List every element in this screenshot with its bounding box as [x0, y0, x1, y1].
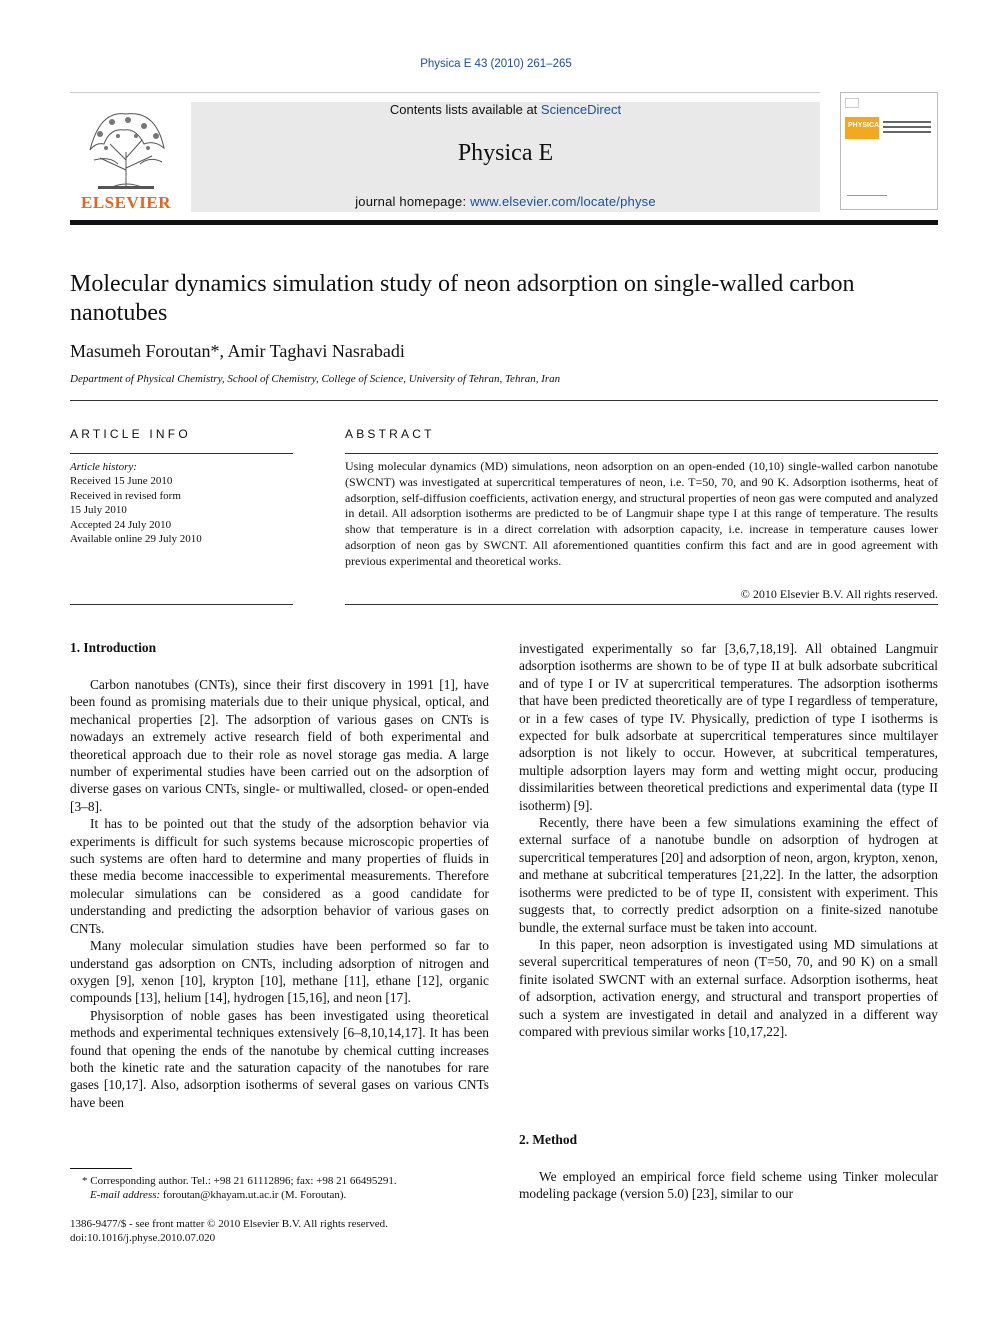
journal-cover-thumbnail[interactable] — [840, 92, 938, 210]
footnote — [70, 1174, 490, 1203]
header-thick-rule — [70, 220, 938, 225]
cover-footer — [847, 195, 887, 203]
history-title: Article history: — [70, 461, 137, 473]
history-item: Available online 29 July 2010 — [70, 533, 202, 546]
email-note — [70, 1188, 490, 1202]
right-column — [519, 640, 938, 1040]
history-item: Received 15 June 2010 — [70, 475, 173, 488]
corresponding-author-note: * Corresponding author. Tel.: +98 21 61112896; fax: +98 21 66495291. — [82, 1175, 397, 1187]
intro-paragraph-continued: investigated experimentally so far [3,6,7,18,19]. All obtained Langmuir adsorption isotherms are shown to be of type II at bulk adsorbate subcritical and of type I or IV at supercritical temperatures. The adsorption isotherms that have been predicted theoretically are of type I regardless of temperature, or in a few cases of type IV. Physically, prediction of type I isotherms is expected for bulk adsorbate at supercritical temperatures since multilayer adsorption is not likely to occur. However, at subcritical temperatures, multiple adsorption layers may form and wetting might occur, producing dissimilarities between theoretical predictions and experimental data (type II isotherm) [9]. — [519, 641, 938, 813]
footnote-rule — [70, 1168, 132, 1169]
left-column — [70, 676, 489, 1111]
method-heading: 2. Method — [519, 1132, 578, 1147]
history-item: Received in revised form — [70, 489, 181, 502]
homepage-prefix: journal homepage: — [355, 194, 471, 209]
abstract-copyright: © 2010 Elsevier B.V. All rights reserved. — [740, 587, 938, 601]
sciencedirect-link[interactable]: ScienceDirect — [540, 102, 622, 117]
email-label: E-mail address: — [90, 1189, 163, 1202]
journal-citation[interactable]: Physica E 43 (2010) 261–265 — [420, 58, 572, 70]
article-authors: Masumeh Foroutan*, Amir Taghavi Nasrabadi — [70, 341, 405, 361]
intro-paragraph: It has to be pointed out that the study of the adsorption behavior via experiments is difficult for such systems because microscopic properties of such systems are often hard to determine and many properties of fluids in these media become inaccessible to experimental measurements. Therefore molecular simulations can be considered as a good candidate for understanding and predicting the adsorption behavior of various gases on CNTs. — [70, 816, 489, 936]
contents-line — [191, 102, 820, 117]
intro-paragraph: Many molecular simulation studies have been performed so far to understand gas adsorption on CNTs, including adsorption of nitrogen and oxygen [9], xenon [10], krypton [10], methane [11], ethane [12], organic compounds [13], helium [14], hydrogen [15,16], and neon [17]. — [70, 938, 489, 1006]
article-info-heading: ARTICLE INFO — [70, 427, 191, 441]
cover-label: PHYSICA — [848, 122, 880, 129]
cover-title-band — [845, 117, 879, 139]
issn-line: 1386-9477/$ - see front matter © 2010 Elsevier B.V. All rights reserved. — [70, 1218, 388, 1230]
history-item: Accepted 24 July 2010 — [70, 518, 172, 531]
homepage-line — [191, 194, 820, 209]
abstract-text: Using molecular dynamics (MD) simulations, neon adsorption on an open-ended (10,10) single-walled carbon nanotube (SWCNT) was investigated at supercritical temperatures of neon, i.e. T=50, 70, and 90 K. Adsorption isotherms, heat of adsorption, self-diffusion coefficients, activation energy, and structural properties of neon gas were computed and analyzed in detail. All adsorption isotherms are predicted to be of Langmuir shape type I at this range of temperature. The results show that temperature is in a direct correlation with adsorption capacity, i.e. increase in temperature causes lower adsorption of neon gas by SWCNT. All aforementioned quantities confirm this fact and are in good agreement with previous experimental and theoretical works. — [345, 459, 938, 568]
history-item: 15 July 2010 — [70, 504, 127, 517]
intro-paragraph: Physisorption of noble gases has been investigated using theoretical methods and experimental techniques extensively [6–8,10,14,17]. It has been found that opening the ends of the nanotube by chemical cutting increases both the kinetic rate and the saturation capacity of the nanotubes for rare gases [10,17]. Also, adsorption isotherms of several gases on various CNTs have been — [70, 1007, 489, 1110]
article-history — [70, 460, 293, 546]
intro-paragraph: Recently, there have been a few simulations examining the effect of external surface of a nanotube bundle on adsorption of hydrogen at supercritical temperatures [20] and adsorption of neon, argon, krypton, xenon, and methane at subcritical temperatures [21,22]. In the latter, the adsorption isotherms were predicted to be of type II, consistent with experiment. This suggests that, to correctly predict adsorption on a finite-sized nanotube bundle, the external surface must be taken into account. — [519, 815, 938, 935]
article-info-bottom-rule — [70, 604, 293, 605]
abstract-heading: ABSTRACT — [345, 427, 435, 441]
method-column — [519, 1168, 938, 1203]
author-email[interactable]: foroutan@khayam.ut.ac.ir (M. Foroutan). — [162, 1189, 347, 1202]
article-info-top-rule — [70, 453, 293, 454]
journal-homepage-link[interactable]: www.elsevier.com/locate/physe — [470, 194, 656, 209]
cover-corner-mark — [845, 98, 859, 108]
journal-name: Physica E — [457, 140, 554, 166]
doi-line[interactable]: doi:10.1016/j.physe.2010.07.020 — [70, 1232, 216, 1245]
article-title: Molecular dynamics simulation study of neon adsorption on single-walled carbon nanotubes — [70, 271, 855, 326]
intro-paragraph: Carbon nanotubes (CNTs), since their first discovery in 1991 [1], have been found as promising materials due to their unique physical, optical, and mechanical properties [2]. The adsorption of various gases on CNTs is nowadays an extremely active research field of both experimental and theoretical approach due to their role as novel storage gas media. A large number of experimental studies have been carried out on the adsorption of diverse gases on various CNTs, single- or multiwalled, closed- or open-ended [3–8]. — [70, 677, 489, 814]
cover-subtitle-lines — [883, 121, 931, 135]
abstract-bottom-rule — [345, 604, 938, 605]
header-top-rule — [70, 92, 820, 93]
elsevier-wordmark: ELSEVIER — [81, 193, 171, 212]
introduction-heading: 1. Introduction — [70, 640, 157, 655]
front-matter — [70, 1217, 490, 1246]
title-divider — [70, 400, 938, 401]
author-affiliation: Department of Physical Chemistry, School of Chemistry, College of Science, University of Tehran, Tehran, Iran — [70, 373, 561, 385]
contents-prefix: Contents lists available at — [389, 102, 541, 117]
intro-paragraph: In this paper, neon adsorption is investigated using MD simulations at several supercritical temperatures of neon (T=50, 70, and 90 K) on a small finite isolated SWCNT with an external surface. Adsorption isotherms, heat of adsorption, activation energy, and structural and transport properties of such a system are investigated in detail and analyzed in a different way compared with previous similar works [10,17,22]. — [519, 936, 938, 1039]
method-paragraph: We employed an empirical force field scheme using Tinker molecular modeling package (version 5.0) [23], similar to our — [519, 1169, 938, 1202]
abstract-top-rule — [345, 453, 938, 454]
